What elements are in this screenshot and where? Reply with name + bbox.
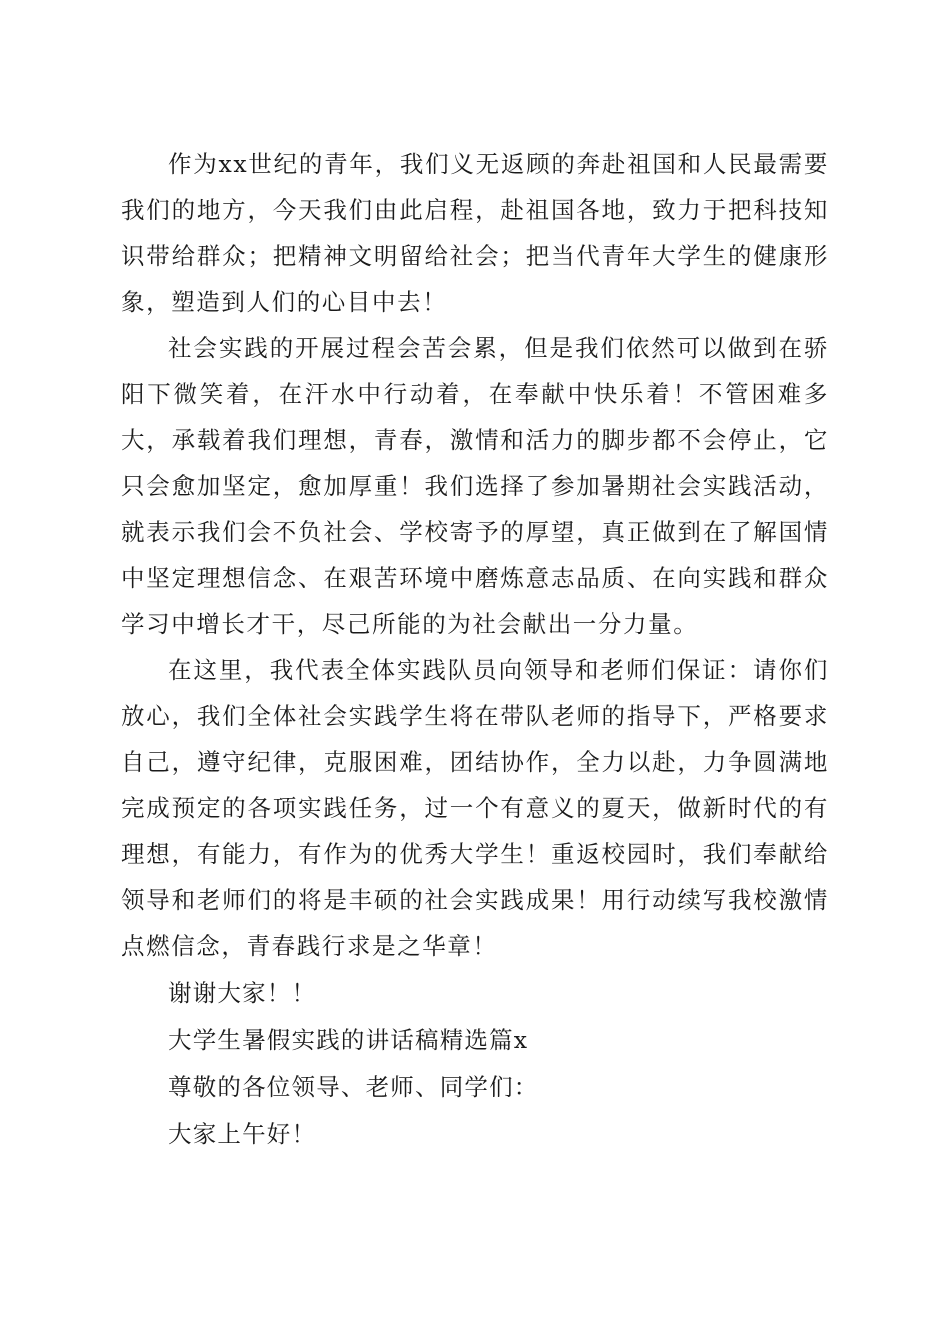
paragraph-practice-hardship: 社会实践的开展过程会苦会累，但是我们依然可以做到在骄阳下微笑着，在汗水中行动着，在奉献中快乐着！不管困难多大，承载着我们理想，青春，激情和活力的脚步都不会停止，它只会愈加坚定，愈加厚重！我们选择了参加暑期社会实践活动，就表示我们会不负社会、学校寄予的厚望，真正做到在了解国情中坚定理想信念、在艰苦环境中磨炼意志品质、在向实践和群众学习中增长才干，尽己所能的为社会献出一分力量。 — [121, 334, 829, 638]
salutation-line: 尊敬的各位领导、老师、同学们： — [168, 1073, 539, 1101]
greeting-line: 大家上午好！ — [168, 1120, 317, 1148]
thanks-line: 谢谢大家！！ — [168, 979, 317, 1007]
document-body — [121, 141, 829, 1157]
paragraph-youth-mission: 作为xx世纪的青年，我们义无返顾的奔赴祖国和人民最需要我们的地方，今天我们由此启程，赴祖国各地，致力于把科技知识带给群众；把精神文明留给社会；把当代青年大学生的健康形象，塑造到人们的心目中去！ — [121, 150, 829, 316]
next-speech-title: 大学生暑假实践的讲话稿精选篇x — [168, 1026, 529, 1054]
paragraph-pledge: 在这里，我代表全体实践队员向领导和老师们保证：请你们放心，我们全体社会实践学生将在带队老师的指导下，严格要求自己，遵守纪律，克服困难，团结协作，全力以赴，力争圆满地完成预定的各项实践任务，过一个有意义的夏天，做新时代的有理想，有能力，有作为的优秀大学生！重返校园时，我们奉献给领导和老师们的将是丰硕的社会实践成果！用行动续写我校激情点燃信念，青春践行求是之华章！ — [121, 656, 829, 960]
